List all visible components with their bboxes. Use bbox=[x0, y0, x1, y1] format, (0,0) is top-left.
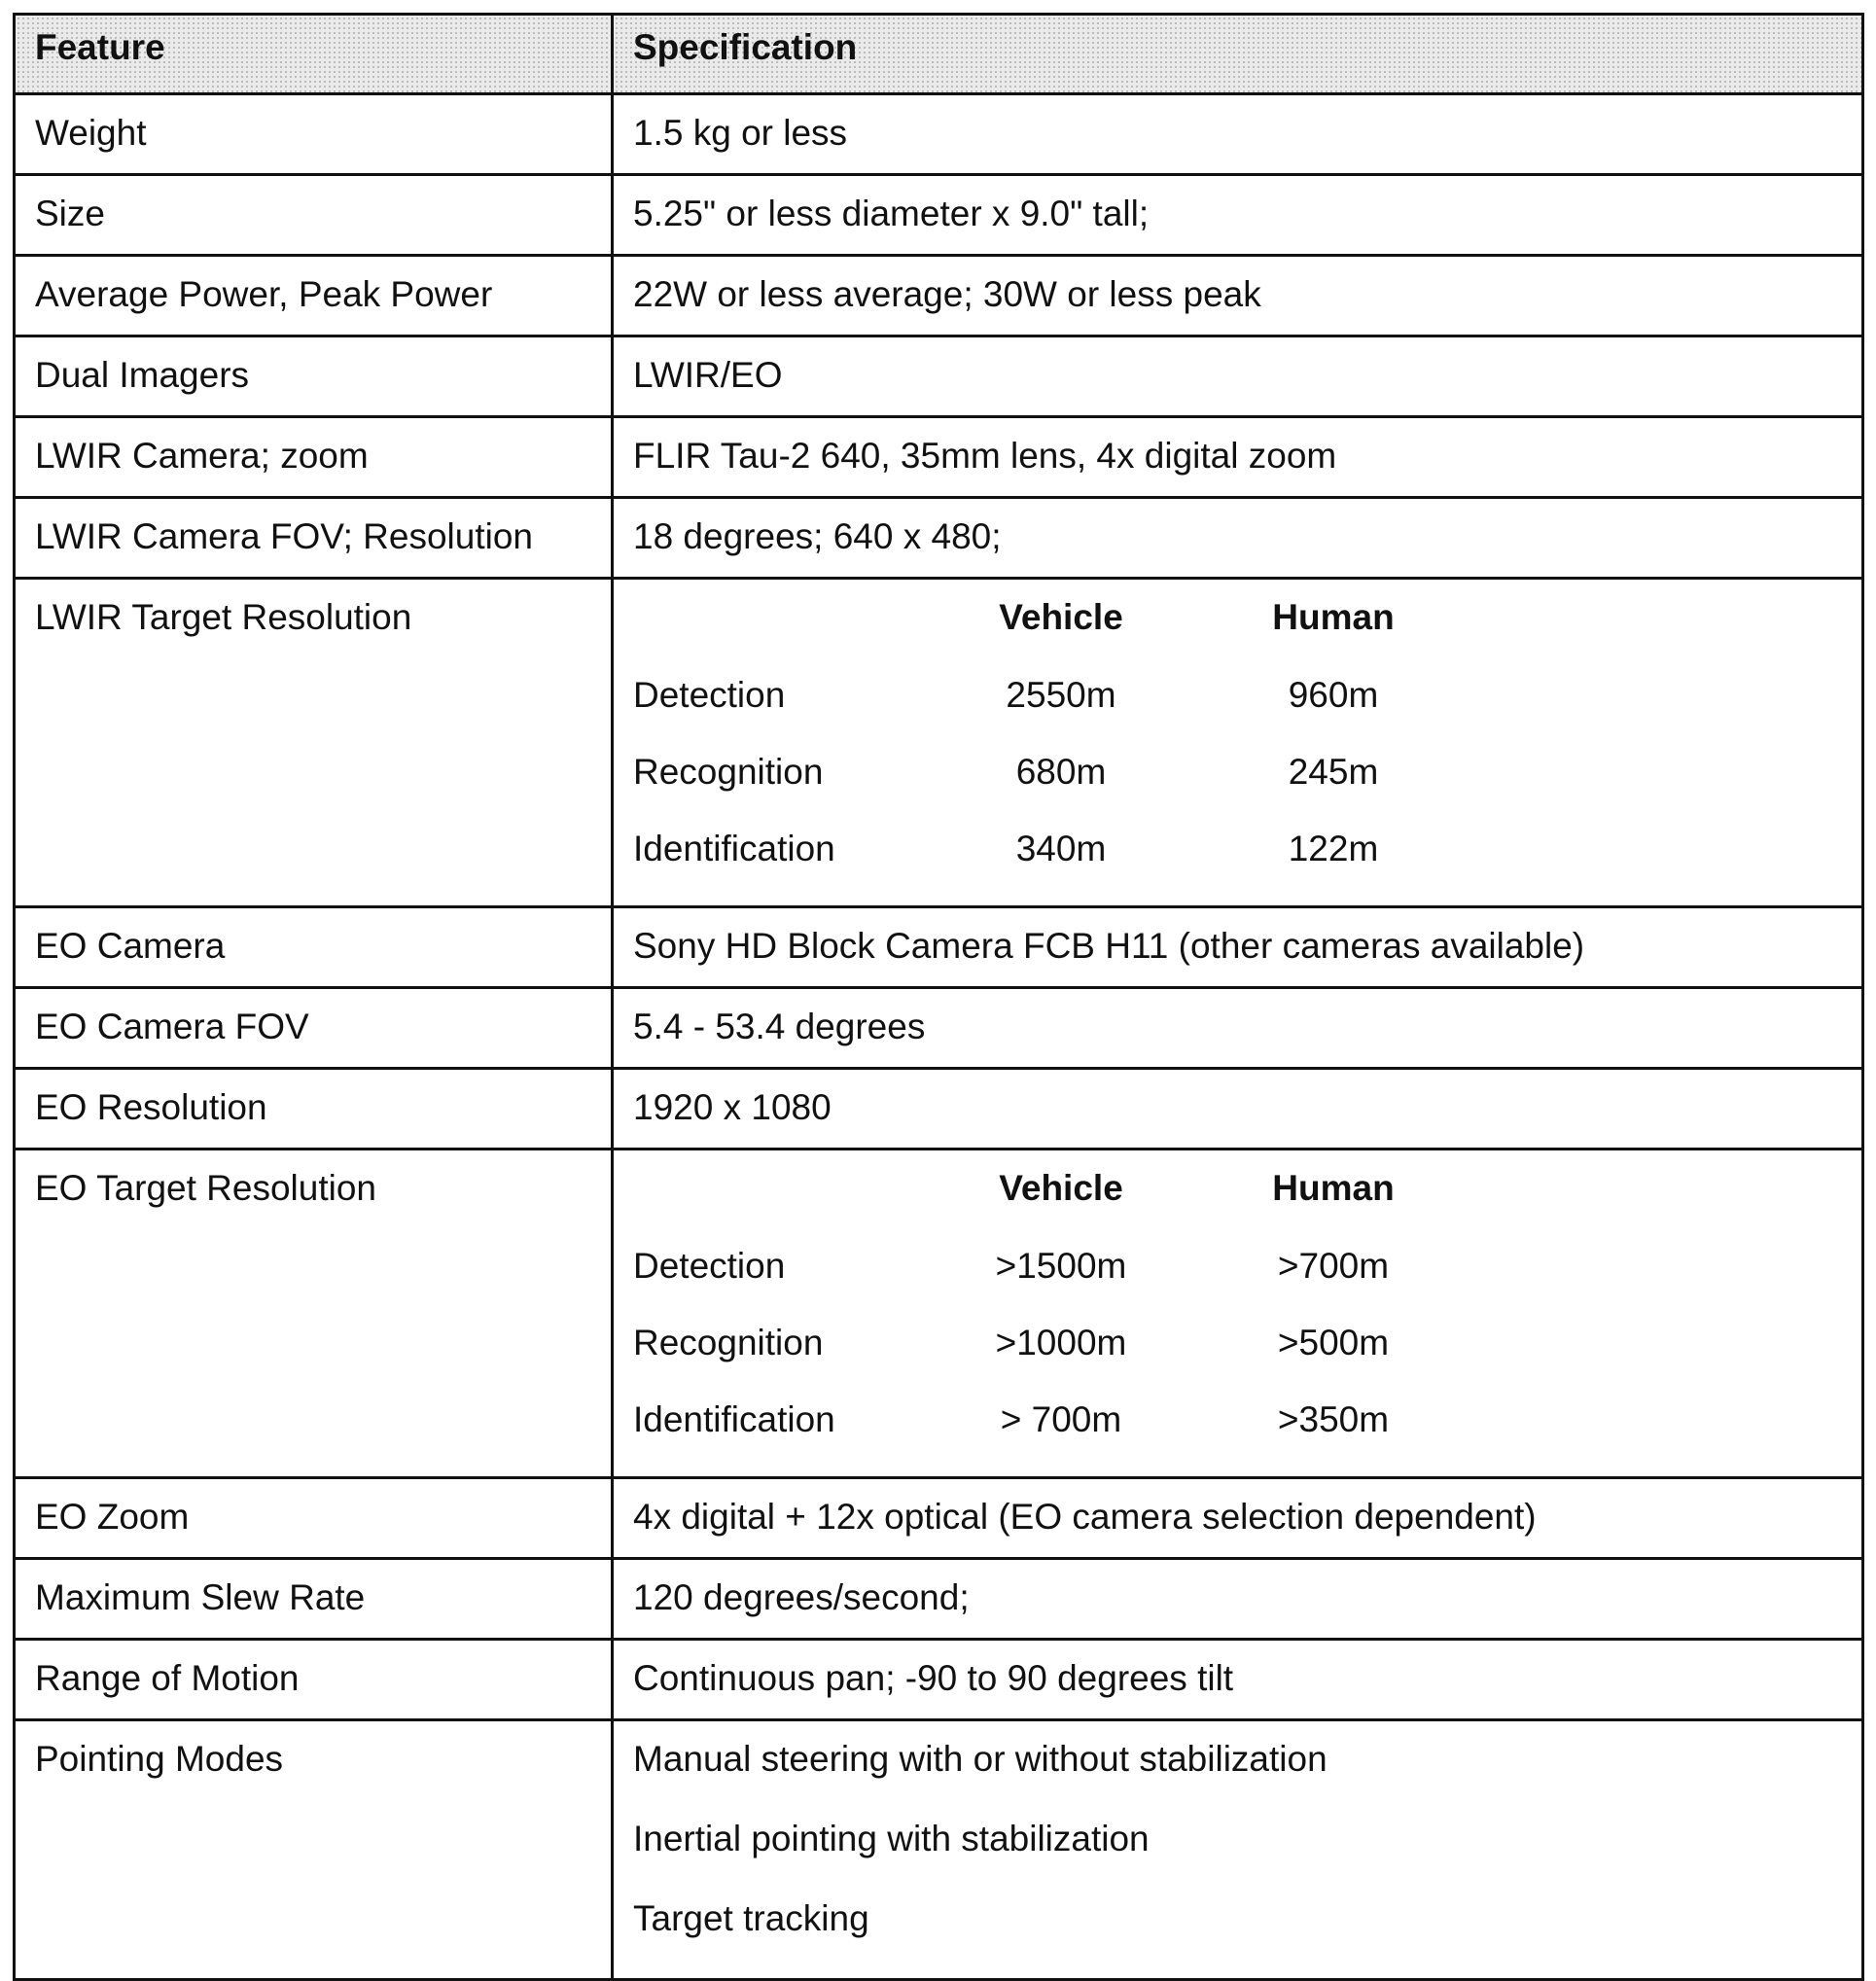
pointing-modes-cell bbox=[613, 1720, 1863, 1980]
vehicle-value: >1500m bbox=[995, 1246, 1127, 1286]
table-row bbox=[15, 175, 1863, 256]
feature-cell: LWIR Camera FOV; Resolution bbox=[15, 498, 613, 579]
pointing-mode-item: Manual steering with or without stabilization bbox=[633, 1739, 1327, 1779]
table-row bbox=[15, 336, 1863, 417]
feature-cell: Dual Imagers bbox=[15, 336, 613, 417]
spec-cell: 4x digital + 12x optical (EO camera selection dependent) bbox=[613, 1478, 1863, 1559]
spec-cell: 5.25" or less diameter x 9.0" tall; bbox=[613, 175, 1863, 256]
vehicle-value: 680m bbox=[1015, 752, 1107, 792]
subtable-row bbox=[633, 1323, 1861, 1399]
table-row bbox=[15, 94, 1863, 175]
specification-table bbox=[13, 13, 1864, 1981]
vehicle-value: 340m bbox=[1015, 829, 1107, 868]
vehicle-value: > 700m bbox=[1000, 1399, 1122, 1439]
spec-cell: 18 degrees; 640 x 480; bbox=[613, 498, 1863, 579]
table-row bbox=[15, 1069, 1863, 1150]
pointing-mode-item: Target tracking bbox=[633, 1898, 869, 1938]
eo-subtable bbox=[633, 1168, 1861, 1476]
table-row bbox=[15, 498, 1863, 579]
feature-cell: EO Zoom bbox=[15, 1478, 613, 1559]
table-row bbox=[15, 417, 1863, 498]
subtable-row bbox=[633, 675, 1861, 752]
feature-cell: Pointing Modes bbox=[15, 1720, 613, 1980]
header-row bbox=[15, 15, 1863, 94]
human-value: >700m bbox=[1277, 1246, 1390, 1286]
row-label: Identification bbox=[633, 829, 835, 868]
feature-cell: Maximum Slew Rate bbox=[15, 1559, 613, 1640]
vehicle-value: 2550m bbox=[1006, 675, 1116, 715]
subtable-header bbox=[633, 597, 1861, 675]
feature-cell: EO Resolution bbox=[15, 1069, 613, 1150]
feature-cell: Size bbox=[15, 175, 613, 256]
feature-cell: LWIR Camera; zoom bbox=[15, 417, 613, 498]
spec-cell: 120 degrees/second; bbox=[613, 1559, 1863, 1640]
lwir-subtable bbox=[633, 597, 1861, 905]
feature-cell: EO Target Resolution bbox=[15, 1150, 613, 1478]
row-label: Detection bbox=[633, 1246, 786, 1286]
subtable-row bbox=[633, 752, 1861, 829]
row-label: Recognition bbox=[633, 1323, 824, 1362]
pointing-mode-item: Inertial pointing with stabilization bbox=[633, 1819, 1150, 1858]
subtable-row bbox=[633, 1399, 1861, 1476]
human-column-header: Human bbox=[1272, 1168, 1395, 1208]
table-row bbox=[15, 1478, 1863, 1559]
spec-cell: 1.5 kg or less bbox=[613, 94, 1863, 175]
spec-cell: FLIR Tau-2 640, 35mm lens, 4x digital zoom bbox=[613, 417, 1863, 498]
feature-header: Feature bbox=[15, 15, 613, 94]
table-row bbox=[15, 256, 1863, 336]
table-row bbox=[15, 1150, 1863, 1478]
table-row bbox=[15, 1559, 1863, 1640]
row-label: Recognition bbox=[633, 752, 824, 792]
table-row bbox=[15, 988, 1863, 1069]
feature-cell: Range of Motion bbox=[15, 1640, 613, 1720]
vehicle-column-header: Vehicle bbox=[999, 1168, 1123, 1208]
subtable-row bbox=[633, 1246, 1861, 1323]
table-row bbox=[15, 907, 1863, 988]
lwir-target-resolution-cell bbox=[613, 579, 1863, 907]
spec-cell: 5.4 - 53.4 degrees bbox=[613, 988, 1863, 1069]
feature-cell: EO Camera bbox=[15, 907, 613, 988]
spec-cell: 22W or less average; 30W or less peak bbox=[613, 256, 1863, 336]
eo-target-resolution-cell bbox=[613, 1150, 1863, 1478]
table-row bbox=[15, 1720, 1863, 1980]
human-value: 245m bbox=[1288, 752, 1379, 792]
feature-cell: Average Power, Peak Power bbox=[15, 256, 613, 336]
feature-cell: Weight bbox=[15, 94, 613, 175]
subtable-header bbox=[633, 1168, 1861, 1246]
feature-cell: EO Camera FOV bbox=[15, 988, 613, 1069]
vehicle-value: >1000m bbox=[995, 1323, 1127, 1362]
row-label: Identification bbox=[633, 1399, 835, 1439]
subtable-row bbox=[633, 829, 1861, 905]
spec-cell: 1920 x 1080 bbox=[613, 1069, 1863, 1150]
table-row bbox=[15, 1640, 1863, 1720]
row-label: Detection bbox=[633, 675, 786, 715]
table-row bbox=[15, 579, 1863, 907]
human-value: >350m bbox=[1277, 1399, 1390, 1439]
human-column-header: Human bbox=[1272, 597, 1395, 637]
spec-cell: Continuous pan; -90 to 90 degrees tilt bbox=[613, 1640, 1863, 1720]
spec-cell: LWIR/EO bbox=[613, 336, 1863, 417]
human-value: 960m bbox=[1288, 675, 1379, 715]
vehicle-column-header: Vehicle bbox=[999, 597, 1123, 637]
specification-header: Specification bbox=[613, 15, 1863, 94]
human-value: 122m bbox=[1288, 829, 1379, 868]
feature-cell: LWIR Target Resolution bbox=[15, 579, 613, 907]
human-value: >500m bbox=[1277, 1323, 1390, 1362]
spec-cell: Sony HD Block Camera FCB H11 (other cameras available) bbox=[613, 907, 1863, 988]
